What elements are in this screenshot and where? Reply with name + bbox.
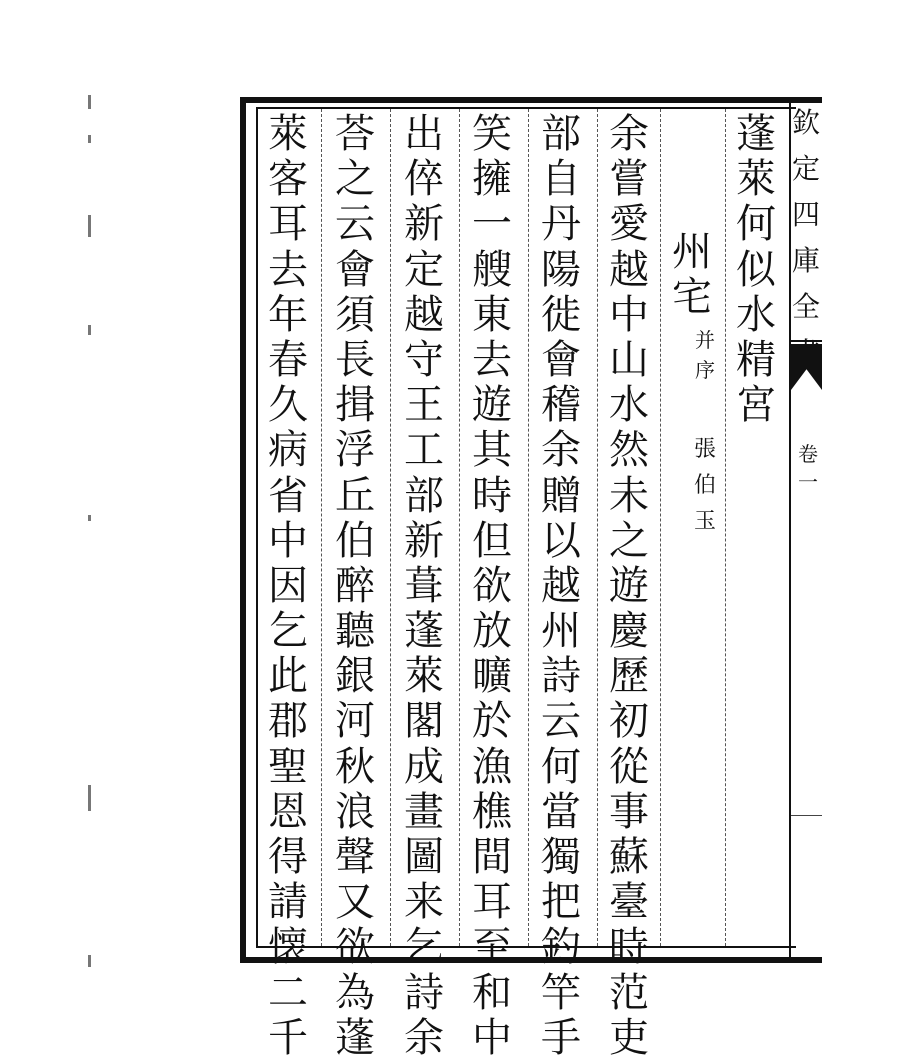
text-char: 一 (472, 201, 512, 248)
text-char: 越 (541, 562, 581, 609)
text-char: 耳 (268, 201, 308, 248)
text-char: 守 (404, 336, 444, 383)
text-char: 漁 (472, 743, 512, 790)
text-char: 臺 (609, 879, 649, 926)
volume-number (795, 440, 821, 496)
text-char: 欲 (335, 924, 375, 971)
text-char: 陽 (541, 246, 581, 293)
text-char: 會 (335, 246, 375, 293)
text-char: 越 (404, 291, 444, 338)
column-rule (725, 109, 726, 946)
text-char: 此 (268, 653, 308, 700)
volume-char: 一 (798, 470, 818, 494)
subtitle-char: 宅 (672, 274, 712, 321)
text-char: 於 (472, 698, 512, 745)
text-char: 時 (472, 472, 512, 519)
book-title-char: 庫 (791, 244, 820, 277)
text-char: 成 (404, 743, 444, 790)
text-char: 二 (268, 969, 308, 1016)
text-char: 倅 (404, 156, 444, 203)
text-char: 遊 (472, 382, 512, 429)
text-column-5 (331, 112, 379, 1061)
text-char: 會 (541, 336, 581, 383)
text-char: 獨 (541, 834, 581, 880)
text-char: 聽 (335, 608, 375, 655)
title-char: 精 (736, 336, 776, 383)
text-char: 中 (268, 517, 308, 564)
text-char: 来 (404, 879, 444, 926)
text-char: 圖 (404, 834, 444, 880)
text-char: 時 (609, 924, 649, 971)
subtitle-column (668, 230, 716, 320)
column-rule (321, 109, 322, 946)
text-char: 欲 (472, 562, 512, 609)
text-char: 秋 (335, 743, 375, 790)
text-char: 歷 (609, 653, 649, 700)
text-char: 之 (609, 517, 649, 564)
text-char: 荅 (335, 111, 375, 157)
text-char: 東 (472, 291, 512, 338)
text-char: 病 (268, 427, 308, 474)
text-char: 州 (541, 608, 581, 655)
text-char: 聲 (335, 834, 375, 880)
text-column-1 (605, 112, 653, 1061)
text-char: 千 (268, 1014, 308, 1061)
text-char: 丘 (335, 472, 375, 519)
text-char: 河 (335, 698, 375, 745)
text-char: 又 (335, 879, 375, 926)
text-char: 釣 (541, 924, 581, 971)
poem-title (732, 112, 780, 428)
text-char: 部 (404, 472, 444, 519)
title-char: 何 (736, 201, 776, 248)
text-char: 蓬 (404, 608, 444, 655)
text-char: 間 (472, 834, 512, 880)
text-char: 其 (472, 427, 512, 474)
text-char: 笑 (472, 111, 512, 157)
text-char: 艘 (472, 246, 512, 293)
text-char: 未 (609, 472, 649, 519)
text-char: 長 (335, 336, 375, 383)
note-char: 序 (695, 358, 715, 382)
title-char: 宮 (736, 382, 776, 429)
text-char: 醉 (335, 562, 375, 609)
text-char: 但 (472, 517, 512, 564)
text-char: 何 (541, 743, 581, 790)
text-char: 聖 (268, 743, 308, 790)
text-char: 得 (268, 834, 308, 880)
text-column-3 (468, 112, 516, 1061)
text-char: 贈 (541, 472, 581, 519)
text-char: 恩 (268, 788, 308, 835)
text-char: 省 (268, 472, 308, 519)
margin-rule (791, 815, 822, 816)
text-char: 至 (472, 924, 512, 971)
text-char: 余 (404, 1014, 444, 1061)
text-char: 然 (609, 427, 649, 474)
text-char: 山 (609, 336, 649, 383)
text-char: 稽 (541, 382, 581, 429)
text-char: 余 (541, 427, 581, 474)
text-char: 萊 (268, 111, 308, 157)
author-char: 玉 (693, 509, 716, 534)
note-char: 并 (695, 328, 715, 352)
text-char: 銀 (335, 653, 375, 700)
text-column-4 (400, 112, 448, 1061)
text-char: 浮 (335, 427, 375, 474)
text-char: 畫 (404, 788, 444, 835)
column-rule (597, 109, 598, 946)
text-char: 吏 (609, 1014, 649, 1061)
text-char: 徙 (541, 291, 581, 338)
text-char: 嘗 (609, 156, 649, 203)
text-char: 客 (268, 156, 308, 203)
text-char: 擁 (472, 156, 512, 203)
book-title-char: 定 (791, 152, 820, 185)
text-char: 浪 (335, 788, 375, 835)
title-char: 蓬 (736, 111, 776, 157)
text-char: 年 (268, 291, 308, 338)
volume-char: 卷 (798, 442, 818, 466)
text-char: 去 (472, 336, 512, 383)
book-title-char: 全 (791, 290, 820, 323)
text-char: 詩 (404, 969, 444, 1016)
author-char: 伯 (693, 473, 716, 498)
text-char: 曠 (472, 653, 512, 700)
author-char: 張 (693, 437, 716, 462)
text-char: 云 (541, 698, 581, 745)
text-char: 當 (541, 788, 581, 835)
text-char: 竿 (541, 969, 581, 1016)
adjacent-page-edge (88, 95, 98, 975)
author-name (688, 432, 722, 540)
text-char: 揖 (335, 382, 375, 429)
text-char: 去 (268, 246, 308, 293)
text-char: 余 (609, 111, 649, 157)
text-column-2 (537, 112, 585, 1061)
text-char: 出 (404, 111, 444, 157)
text-char: 中 (609, 291, 649, 338)
column-rule (459, 109, 460, 946)
text-char: 從 (609, 743, 649, 790)
text-char: 愛 (609, 201, 649, 248)
text-char: 伯 (335, 517, 375, 564)
text-char: 中 (472, 1014, 512, 1061)
text-char: 為 (335, 969, 375, 1016)
book-title-char: 欽 (791, 106, 820, 139)
text-char: 慶 (609, 608, 649, 655)
subtitle-char: 州 (672, 229, 712, 275)
column-rule (660, 109, 661, 946)
text-char: 閣 (404, 698, 444, 745)
text-char: 工 (404, 427, 444, 474)
text-char: 事 (609, 788, 649, 835)
text-char: 懐 (268, 924, 308, 971)
text-char: 初 (609, 698, 649, 745)
text-char: 因 (268, 562, 308, 609)
text-char: 和 (472, 969, 512, 1016)
column-rule (528, 109, 529, 946)
text-char: 乞 (404, 924, 444, 971)
text-char: 新 (404, 201, 444, 248)
text-char: 自 (541, 156, 581, 203)
subtitle-note (690, 325, 720, 385)
book-title-char: 四 (791, 198, 820, 231)
text-char: 詩 (541, 653, 581, 700)
text-char: 放 (472, 608, 512, 655)
text-char: 以 (541, 517, 581, 564)
text-char: 王 (404, 382, 444, 429)
book-title (790, 100, 822, 376)
text-char: 春 (268, 336, 308, 383)
text-char: 水 (609, 382, 649, 429)
text-char: 手 (541, 1014, 581, 1061)
text-char: 遊 (609, 562, 649, 609)
title-char: 似 (736, 246, 776, 293)
text-char: 定 (404, 246, 444, 293)
text-char: 請 (268, 879, 308, 926)
text-char: 丹 (541, 201, 581, 248)
text-char: 范 (609, 969, 649, 1016)
title-char: 萊 (736, 156, 776, 203)
title-char: 水 (736, 291, 776, 338)
text-char: 新 (404, 517, 444, 564)
text-char: 把 (541, 879, 581, 926)
text-char: 蓬 (335, 1014, 375, 1061)
text-column-6 (264, 112, 312, 1061)
text-char: 越 (609, 246, 649, 293)
text-char: 久 (268, 382, 308, 429)
text-char: 葺 (404, 562, 444, 609)
text-char: 須 (335, 291, 375, 338)
text-char: 蘇 (609, 834, 649, 880)
text-char: 之 (335, 156, 375, 203)
text-char: 郡 (268, 698, 308, 745)
text-char: 云 (335, 201, 375, 248)
text-char: 耳 (472, 879, 512, 926)
text-char: 乞 (268, 608, 308, 655)
text-char: 部 (541, 111, 581, 157)
text-char: 樵 (472, 788, 512, 835)
column-rule (390, 109, 391, 946)
text-char: 萊 (404, 653, 444, 700)
